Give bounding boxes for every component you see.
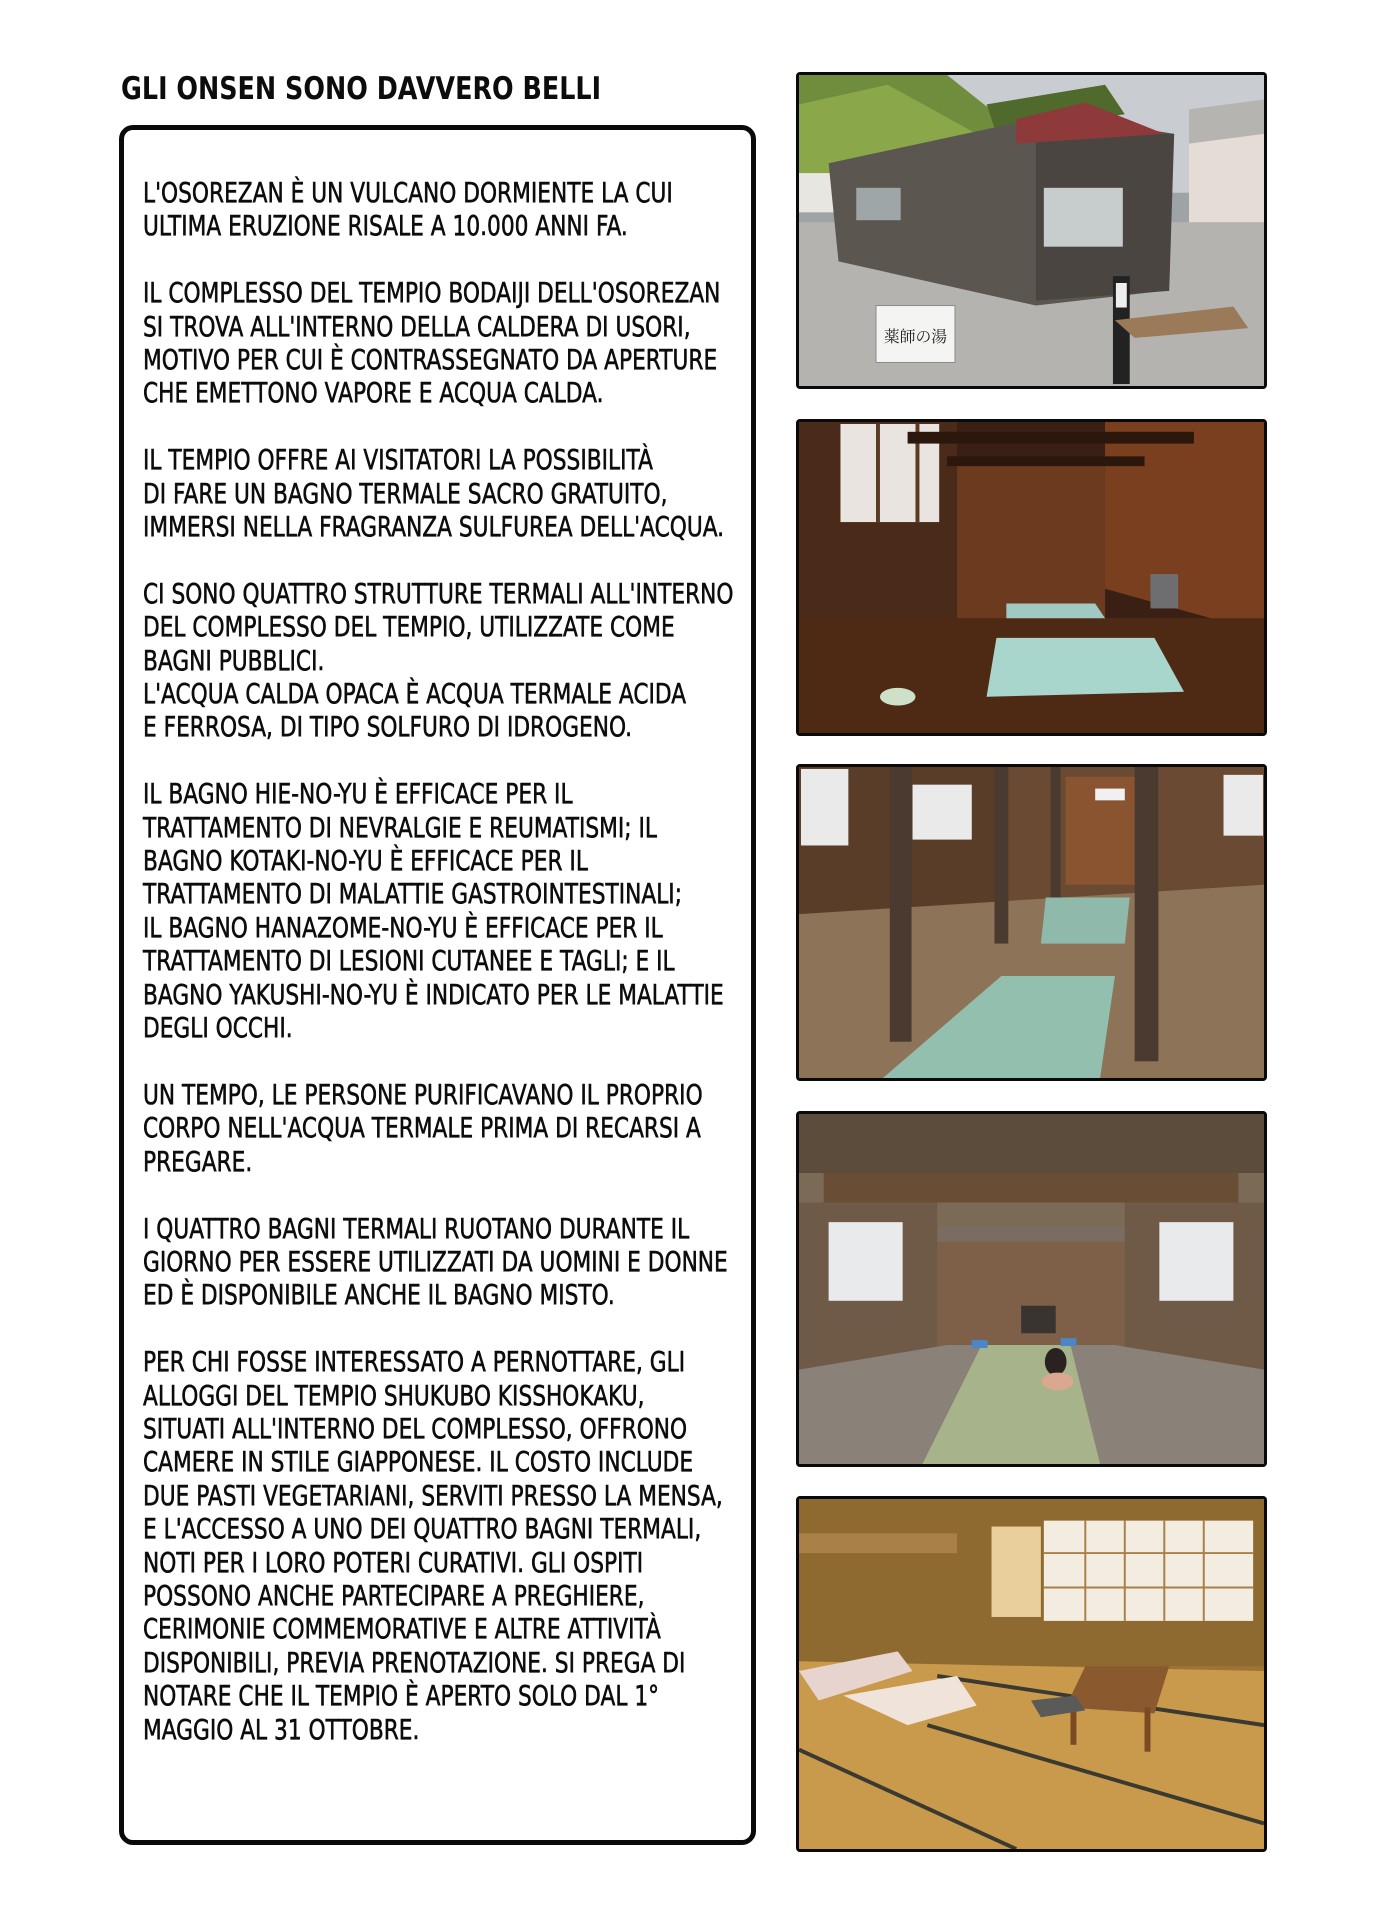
text-line: E FERROSA, DI TIPO SOLFURO DI IDROGENO. xyxy=(143,710,633,744)
photo-bath-interior-dark xyxy=(796,419,1267,736)
photo-tatami-room xyxy=(796,1496,1267,1852)
bath-interior-dark-image xyxy=(799,422,1264,733)
paragraph-volcano xyxy=(143,176,763,243)
text-line: POSSONO ANCHE PARTECIPARE A PREGHIERE, xyxy=(143,1578,645,1612)
bath-pillars-image xyxy=(799,767,1264,1078)
text-line: L'ACQUA CALDA OPACA È ACQUA TERMALE ACIDA xyxy=(143,677,687,711)
text-line: NOTARE CHE IL TEMPIO È APERTO SOLO DAL 1° xyxy=(143,1679,659,1713)
text-line: MOTIVO PER CUI È CONTRASSEGNATO DA APERTURE xyxy=(143,343,718,377)
text-line: CERIMONIE COMMEMORATIVE E ALTRE ATTIVITÀ xyxy=(143,1612,661,1646)
photo-bath-hall-beams xyxy=(796,1111,1267,1467)
bath-hall-beams-image xyxy=(799,1114,1264,1464)
text-line: IMMERSI NELLA FRAGRANZA SULFUREA DELL'ACQUA. xyxy=(143,510,725,544)
paragraph-rotation xyxy=(143,1212,763,1312)
tatami-room-image xyxy=(799,1499,1264,1849)
text-line: CAMERE IN STILE GIAPPONESE. IL COSTO INCLUDE xyxy=(143,1445,694,1479)
text-line: BAGNI PUBBLICI. xyxy=(143,643,325,677)
text-line: IL BAGNO HIE-NO-YU È EFFICACE PER IL xyxy=(143,777,573,811)
text-line: ULTIMA ERUZIONE RISALE A 10.000 ANNI FA. xyxy=(143,209,628,243)
text-line: ALLOGGI DEL TEMPIO SHUKUBO KISSHOKAKU, xyxy=(143,1378,645,1412)
svg-text:薬師の湯: 薬師の湯 xyxy=(883,326,948,346)
article-body xyxy=(143,176,763,1779)
text-line: CORPO NELL'ACQUA TERMALE PRIMA DI RECARSI A xyxy=(143,1111,701,1145)
text-line: TRATTAMENTO DI NEVRALGIE E REUMATISMI; IL xyxy=(143,810,657,844)
photo-bathhouse-exterior xyxy=(796,72,1267,389)
text-line: E L'ACCESSO A UNO DEI QUATTRO BAGNI TERMALI, xyxy=(143,1512,702,1546)
text-line: DI FARE UN BAGNO TERMALE SACRO GRATUITO, xyxy=(143,476,668,510)
text-line: IL COMPLESSO DEL TEMPIO BODAIJI DELL'OSOREZAN xyxy=(143,276,721,310)
text-line: PREGARE. xyxy=(143,1144,253,1178)
text-line: I QUATTRO BAGNI TERMALI RUOTANO DURANTE IL xyxy=(143,1211,690,1245)
paragraph-lodging xyxy=(143,1345,763,1746)
text-line: CI SONO QUATTRO STRUTTURE TERMALI ALL'INTERNO xyxy=(143,576,734,610)
text-line: BAGNO KOTAKI-NO-YU È EFFICACE PER IL xyxy=(143,844,588,878)
text-line: MAGGIO AL 31 OTTOBRE. xyxy=(143,1712,420,1746)
text-line: PER CHI FOSSE INTERESSATO A PERNOTTARE, GLI xyxy=(143,1345,686,1379)
text-line: NOTI PER I LORO POTERI CURATIVI. GLI OSPITI xyxy=(143,1545,644,1579)
paragraph-sacred-bath xyxy=(143,443,763,543)
photo-bath-pillars xyxy=(796,764,1267,1081)
text-line: TRATTAMENTO DI LESIONI CUTANEE E TAGLI; E IL xyxy=(143,944,675,978)
text-line: ED È DISPONIBILE ANCHE IL BAGNO MISTO. xyxy=(143,1278,615,1312)
text-line: CHE EMETTONO VAPORE E ACQUA CALDA. xyxy=(143,376,604,410)
paragraph-four-facilities xyxy=(143,577,763,744)
text-line: TRATTAMENTO DI MALATTIE GASTROINTESTINALI; xyxy=(143,877,683,911)
text-line: DEGLI OCCHI. xyxy=(143,1011,293,1045)
paragraph-temple-complex xyxy=(143,276,763,410)
text-line: SI TROVA ALL'INTERNO DELLA CALDERA DI USORI, xyxy=(143,309,691,343)
text-line: IL TEMPIO OFFRE AI VISITATORI LA POSSIBILITÀ xyxy=(143,443,653,477)
text-line: DUE PASTI VEGETARIANI, SERVITI PRESSO LA MENSA, xyxy=(143,1478,723,1512)
page-title: GLI ONSEN SONO DAVVERO BELLI xyxy=(121,71,602,107)
text-line: SITUATI ALL'INTERNO DEL COMPLESSO, OFFRONO xyxy=(143,1411,688,1445)
text-line: BAGNO YAKUSHI-NO-YU È INDICATO PER LE MALATTIE xyxy=(143,977,724,1011)
paragraph-bath-benefits xyxy=(143,777,763,1044)
text-line: IL BAGNO HANAZOME-NO-YU È EFFICACE PER IL xyxy=(143,910,663,944)
text-line: DISPONIBILI, PREVIA PRENOTAZIONE. SI PREGA DI xyxy=(143,1645,686,1679)
text-line: GIORNO PER ESSERE UTILIZZATI DA UOMINI E DONNE xyxy=(143,1244,728,1278)
text-line: DEL COMPLESSO DEL TEMPIO, UTILIZZATE COME xyxy=(143,610,675,644)
bathhouse-exterior-image xyxy=(799,75,1264,386)
paragraph-purification xyxy=(143,1078,763,1178)
text-line: L'OSOREZAN È UN VULCANO DORMIENTE LA CUI xyxy=(143,176,673,209)
text-line: UN TEMPO, LE PERSONE PURIFICAVANO IL PROPRIO xyxy=(143,1077,703,1111)
